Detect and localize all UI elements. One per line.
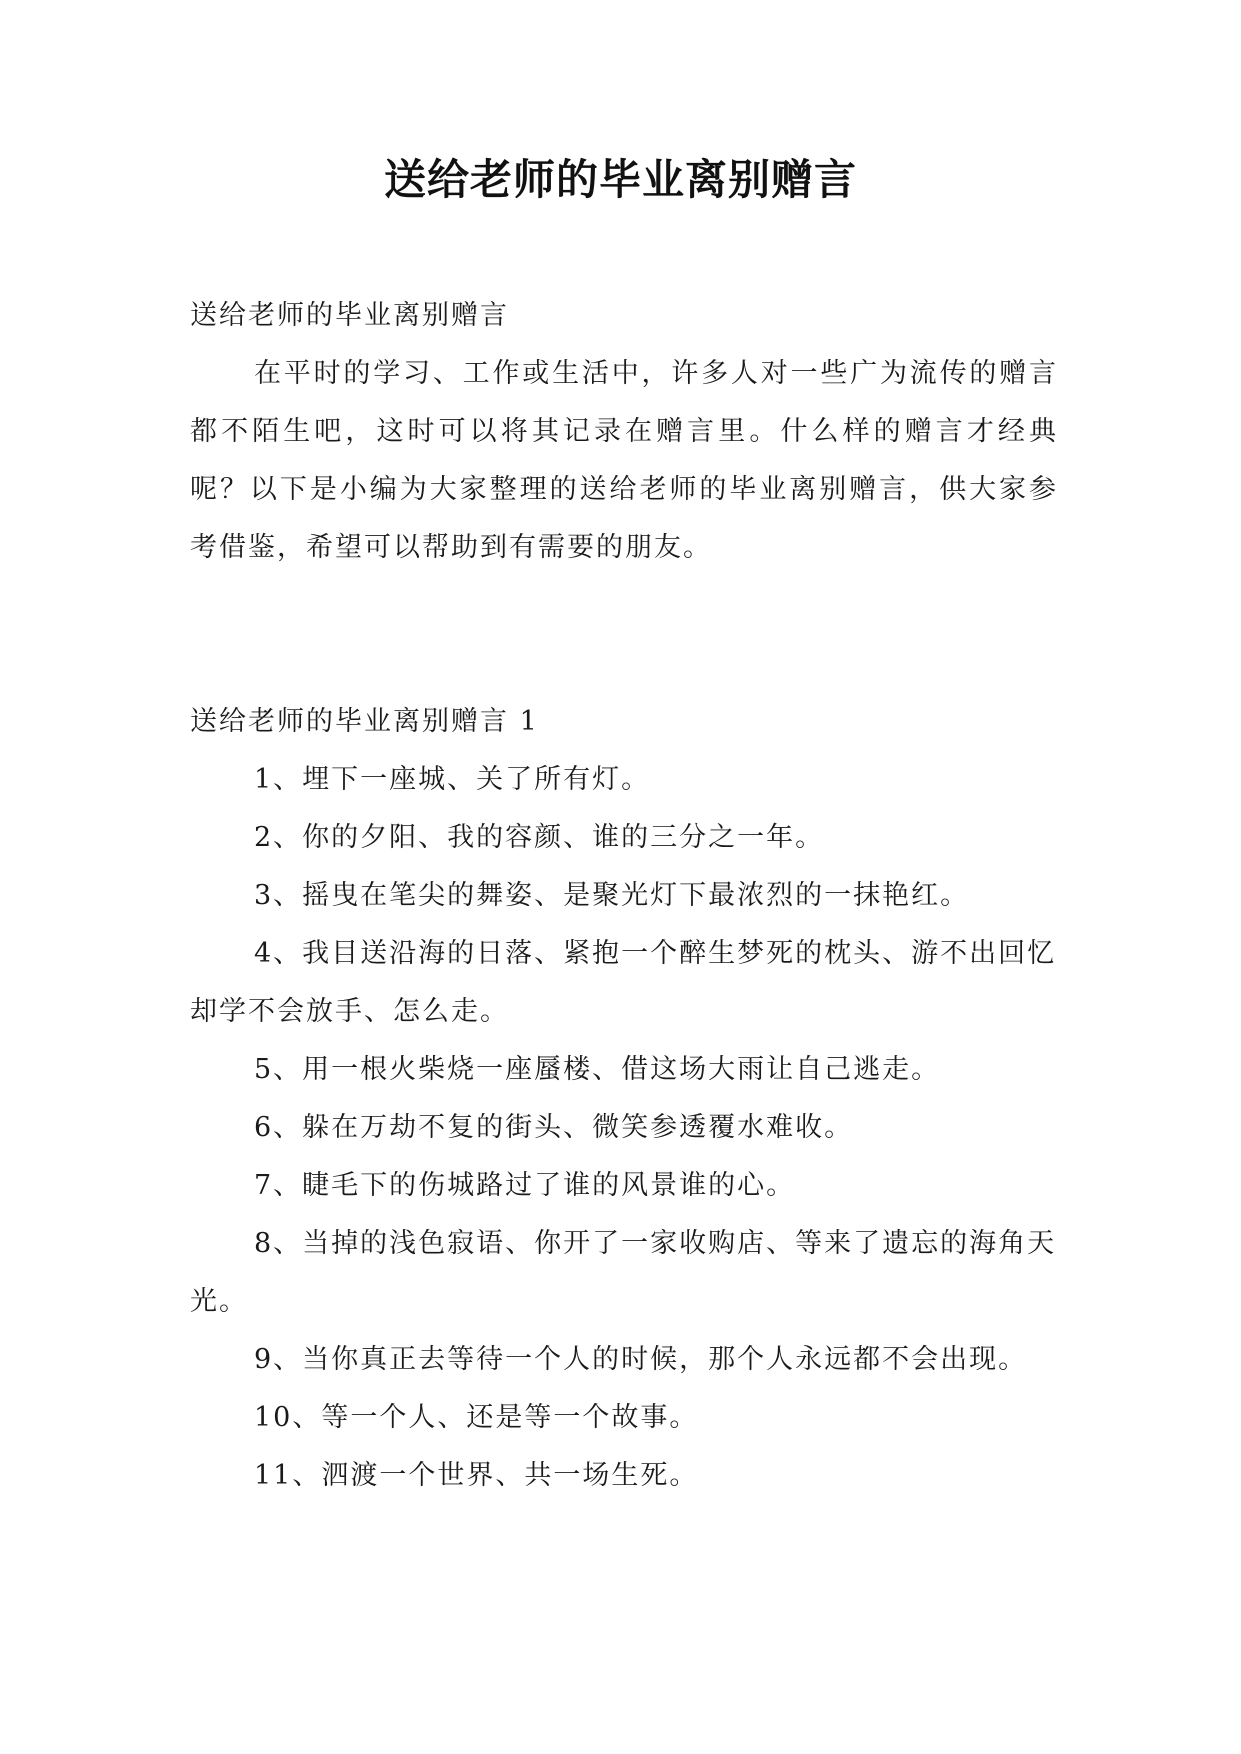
list-item: 2、你的夕阳、我的容颜、谁的三分之一年。 — [254, 822, 825, 853]
list-item: 8、当掉的浅色寂语、你开了一家收购店、等来了遗忘的海角天光。 — [190, 1228, 1057, 1317]
list-item: 3、摇曳在笔尖的舞姿、是聚光灯下最浓烈的一抹艳红。 — [254, 880, 970, 911]
list-item: 4、我目送沿海的日落、紧抱一个醉生梦死的枕头、游不出回忆却学不会放手、怎么走。 — [190, 938, 1057, 1027]
subtitle: 送给老师的毕业离别赠言 — [190, 300, 509, 331]
list-item: 9、当你真正去等待一个人的时候，那个人永远都不会出现。 — [254, 1344, 1028, 1375]
list-item: 5、用一根火柴烧一座蜃楼、借这场大雨让自己逃走。 — [254, 1054, 941, 1085]
list-item: 7、睫毛下的伤城路过了谁的风景谁的心。 — [254, 1170, 796, 1201]
list-item: 10、等一个人、还是等一个故事。 — [254, 1402, 699, 1433]
intro-paragraph: 在平时的学习、工作或生活中，许多人对一些广为流传的赠言都不陌生吧，这时可以将其记录在赠言里。什么样的赠言才经典呢？以下是小编为大家整理的送给老师的毕业离别赠言，供大家参考借鉴，希望可以帮助到有需要的朋友。 — [190, 358, 1058, 563]
document-title: 送给老师的毕业离别赠言 — [383, 155, 857, 204]
section-heading: 送给老师的毕业离别赠言 1 — [190, 706, 539, 737]
list-item: 1、埋下一座城、关了所有灯。 — [254, 764, 651, 795]
list-item: 6、躲在万劫不复的街头、微笑参透覆水难收。 — [254, 1112, 854, 1143]
section-spacer — [190, 577, 1058, 693]
document-body — [190, 287, 1058, 1505]
list-item: 11、泗渡一个世界、共一场生死。 — [254, 1460, 699, 1491]
